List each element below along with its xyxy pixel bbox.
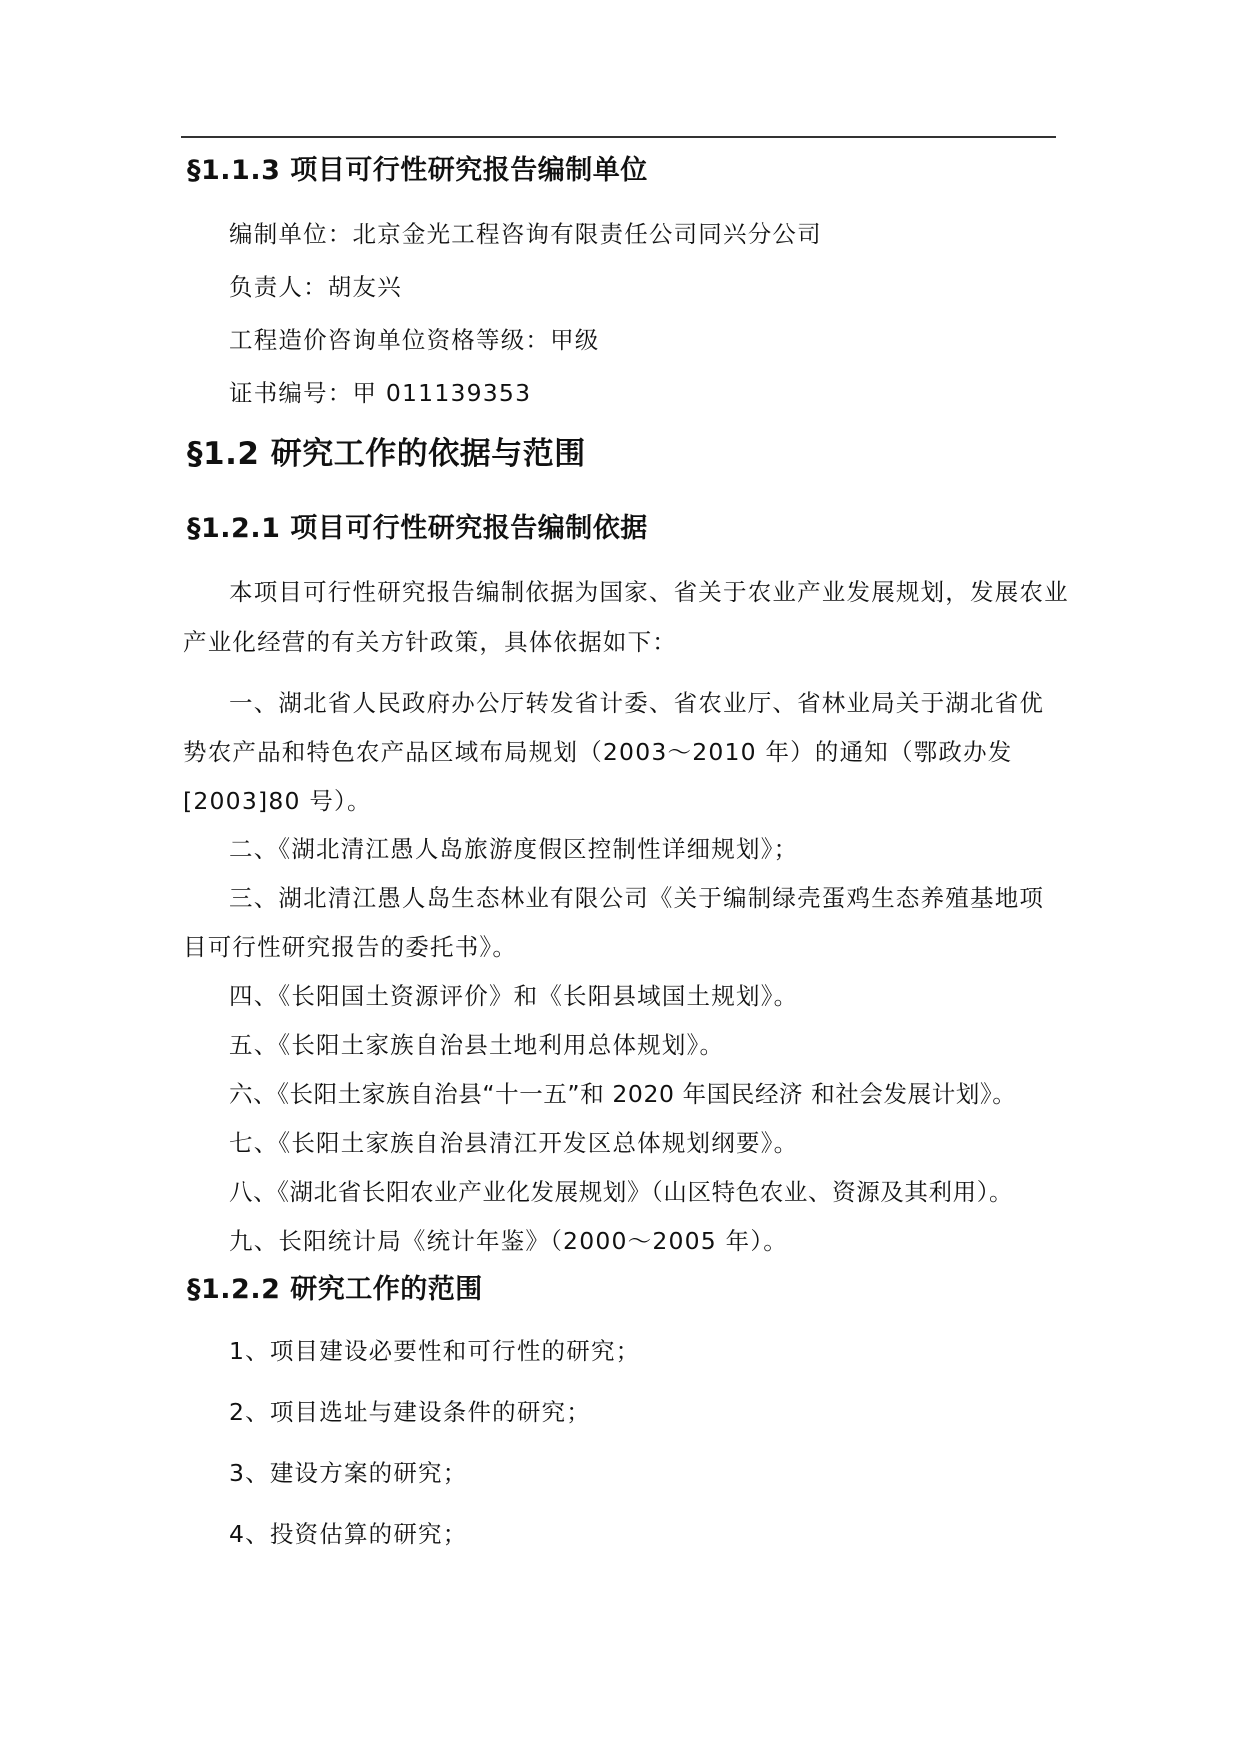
basis-item-8: 八、《湖北省长阳农业产业化发展规划》（山区特色农业、资源及其利用）。: [229, 1178, 1014, 1206]
basis-item-3-line-2: 目可行性研究报告的委托书》。: [183, 933, 518, 961]
section-heading-1-1-3: §1.1.3 项目可行性研究报告编制单位: [187, 155, 648, 186]
basis-item-1-line-3: [2003]80 号）。: [183, 787, 372, 815]
certificate-number: 证书编号：甲 011139353: [229, 379, 532, 407]
basis-item-3-line-1: 三、湖北清江愚人岛生态林业有限公司《关于编制绿壳蛋鸡生态养殖基地项: [229, 884, 1045, 912]
basis-item-7: 七、《长阳土家族自治县清江开发区总体规划纲要》。: [229, 1129, 799, 1157]
section-heading-1-2: §1.2 研究工作的依据与范围: [187, 436, 586, 472]
basis-item-1-line-1: 一、湖北省人民政府办公厅转发省计委、省农业厅、省林业局关于湖北省优: [229, 689, 1045, 717]
basis-item-2: 二、《湖北清江愚人岛旅游度假区控制性详细规划》；: [229, 835, 799, 863]
compiling-unit: 编制单位：北京金光工程咨询有限责任公司同兴分公司: [229, 220, 822, 248]
scope-item-3: 3、建设方案的研究；: [229, 1459, 468, 1487]
person-in-charge: 负责人：胡友兴: [229, 273, 402, 301]
basis-item-4: 四、《长阳国土资源评价》和《长阳县域国土规划》。: [229, 982, 799, 1010]
qualification-grade: 工程造价咨询单位资格等级：甲级: [229, 326, 600, 354]
scope-item-2: 2、项目选址与建设条件的研究；: [229, 1398, 591, 1426]
intro-line-1: 本项目可行性研究报告编制依据为国家、省关于农业产业发展规划，发展农业: [229, 578, 1069, 606]
section-heading-1-2-1: §1.2.1 项目可行性研究报告编制依据: [187, 513, 648, 544]
header-rule: [181, 136, 1056, 138]
scope-item-4: 4、投资估算的研究；: [229, 1520, 468, 1548]
basis-item-9: 九、长阳统计局《统计年鉴》（2000～2005 年）。: [229, 1227, 788, 1255]
section-heading-1-2-2: §1.2.2 研究工作的范围: [187, 1274, 483, 1305]
intro-line-2: 产业化经营的有关方针政策，具体依据如下：: [183, 628, 677, 656]
scope-item-1: 1、项目建设必要性和可行性的研究；: [229, 1337, 641, 1365]
basis-item-5: 五、《长阳土家族自治县土地利用总体规划》。: [229, 1031, 725, 1059]
basis-item-6: 六、《长阳土家族自治县“十一五”和 2020 年国民经济 和社会发展计划》。: [229, 1080, 1017, 1108]
basis-item-1-line-2: 势农产品和特色农产品区域布局规划（2003～2010 年）的通知（鄂政办发: [183, 738, 1013, 766]
